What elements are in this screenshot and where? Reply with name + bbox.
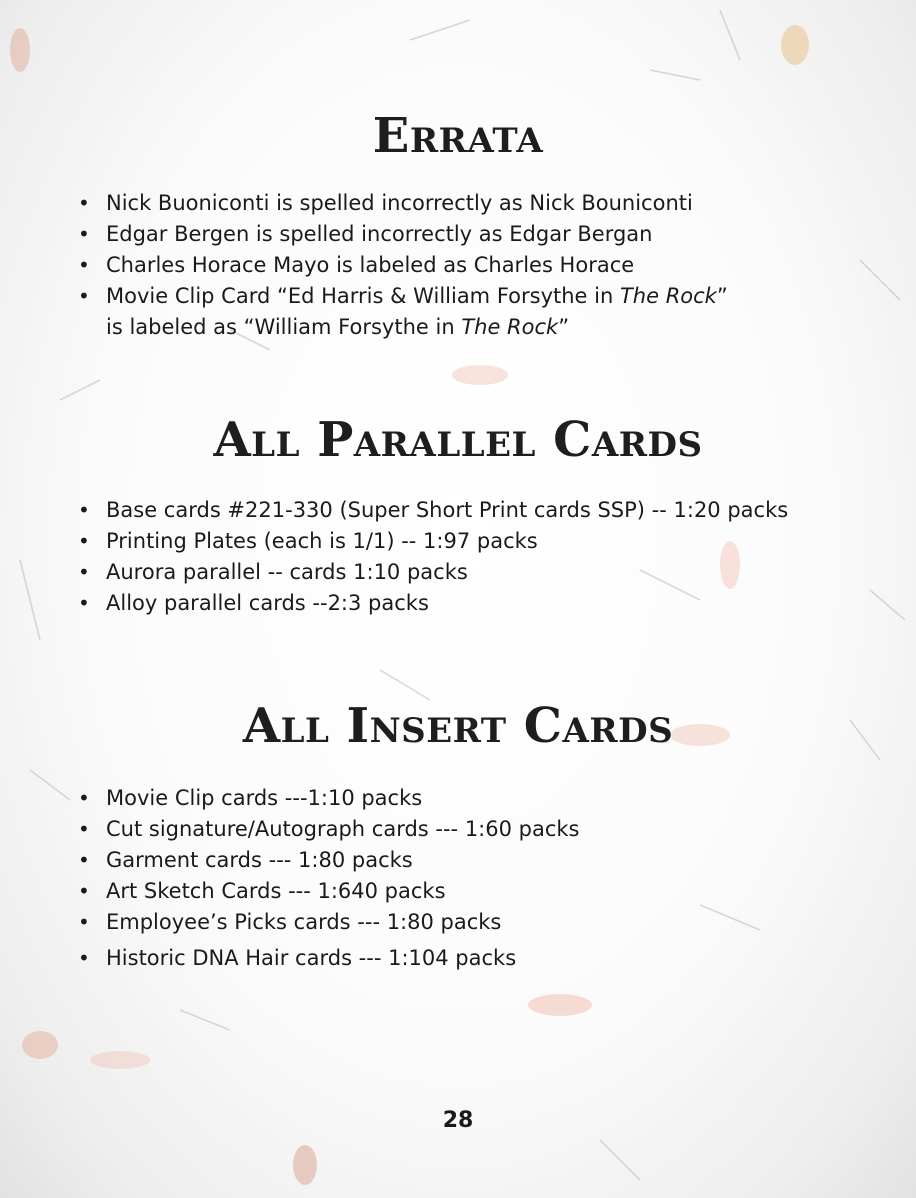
- parallel-cards-heading: All Parallel Cards: [213, 412, 703, 468]
- list-item: • Base cards #221-330 (Super Short Print cards SSP) -- 1:20 packs: [78, 495, 788, 526]
- list-item: • Printing Plates (each is 1/1) -- 1:97 packs: [78, 526, 788, 557]
- list-item: • Cut signature/Autograph cards --- 1:60 packs: [78, 814, 580, 845]
- list-item: [78, 281, 728, 343]
- list-item-text: ”: [716, 284, 728, 308]
- errata-heading: Errata: [372, 108, 544, 164]
- page-number: 28: [442, 1108, 474, 1133]
- list-item-text: is labeled as “William Forsythe in: [106, 315, 462, 339]
- movie-title: The Rock: [619, 284, 717, 308]
- insert-cards-list: [78, 783, 580, 974]
- movie-title: The Rock: [461, 315, 559, 339]
- list-item: • Art Sketch Cards --- 1:640 packs: [78, 876, 580, 907]
- list-item: • Movie Clip cards ---1:10 packs: [78, 783, 580, 814]
- list-item: [78, 250, 728, 281]
- list-item-text: Edgar Bergen is spelled incorrectly as Edgar Bergan: [106, 222, 653, 246]
- insert-cards-heading: All Insert Cards: [242, 698, 674, 754]
- list-item: • Garment cards --- 1:80 packs: [78, 845, 580, 876]
- parallel-cards-list: [78, 495, 788, 619]
- list-item: • Alloy parallel cards --2:3 packs: [78, 588, 788, 619]
- list-item: • Aurora parallel -- cards 1:10 packs: [78, 557, 788, 588]
- list-item-text: Charles Horace Mayo is labeled as Charles Horace: [106, 253, 635, 277]
- list-item-text: Movie Clip Card “Ed Harris & William Forsythe in: [106, 284, 620, 308]
- list-item: • Historic DNA Hair cards --- 1:104 packs: [78, 943, 580, 974]
- list-item: • Employee’s Picks cards --- 1:80 packs: [78, 907, 580, 938]
- list-item: [78, 188, 728, 219]
- list-item: [78, 219, 728, 250]
- list-item-text: ”: [558, 315, 570, 339]
- list-item-text: Nick Buoniconti is spelled incorrectly as Nick Bouniconti: [106, 191, 693, 215]
- errata-list: [78, 188, 728, 343]
